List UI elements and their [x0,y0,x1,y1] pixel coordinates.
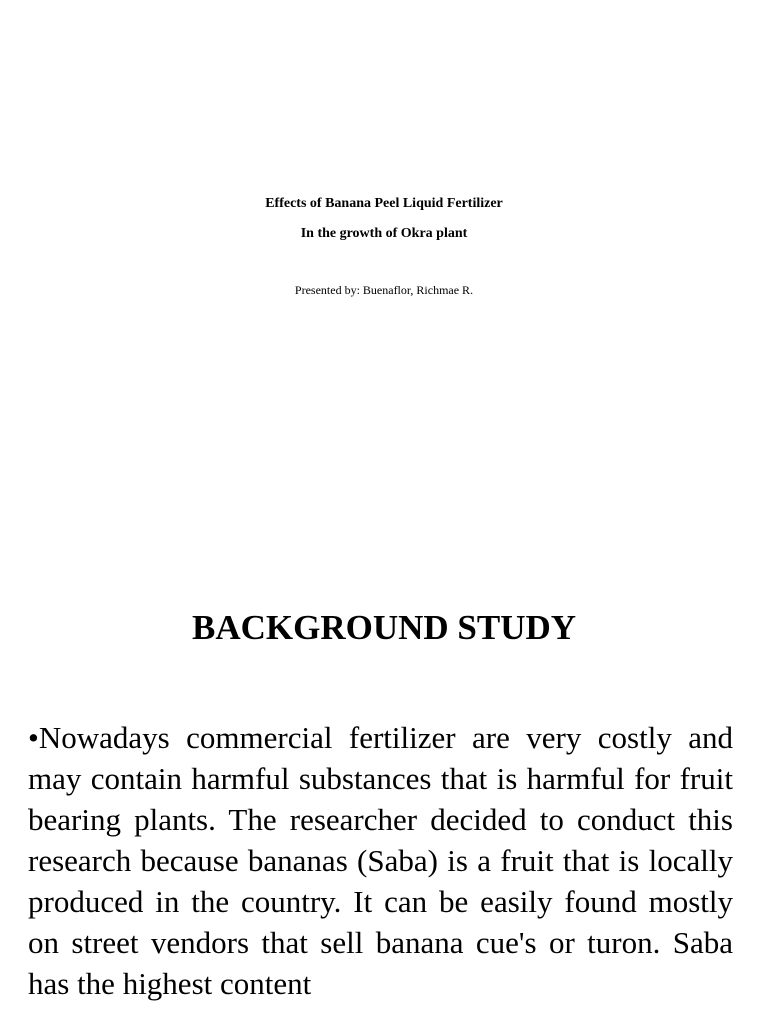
title-line-2: In the growth of Okra plant [300,226,468,241]
presenter-line: Presented by: Buenaflor, Richmae R. [294,283,474,297]
title-line-1: Effects of Banana Peel Liquid Fertilizer [265,196,503,211]
section-heading: BACKGROUND STUDY [191,608,577,647]
bullet-paragraph: •Nowadays commercial fertilizer are very costly and may contain harmful substances that is harmful for fruit bearing plants. The researcher decided to conduct this research because bananas (Saba) is a fruit that is locally produced in the country. It can be easily found mostly on street vendors that sell banana cue's or turon. Saba has the highest content [28,720,733,1001]
content-slide [0,560,768,1024]
